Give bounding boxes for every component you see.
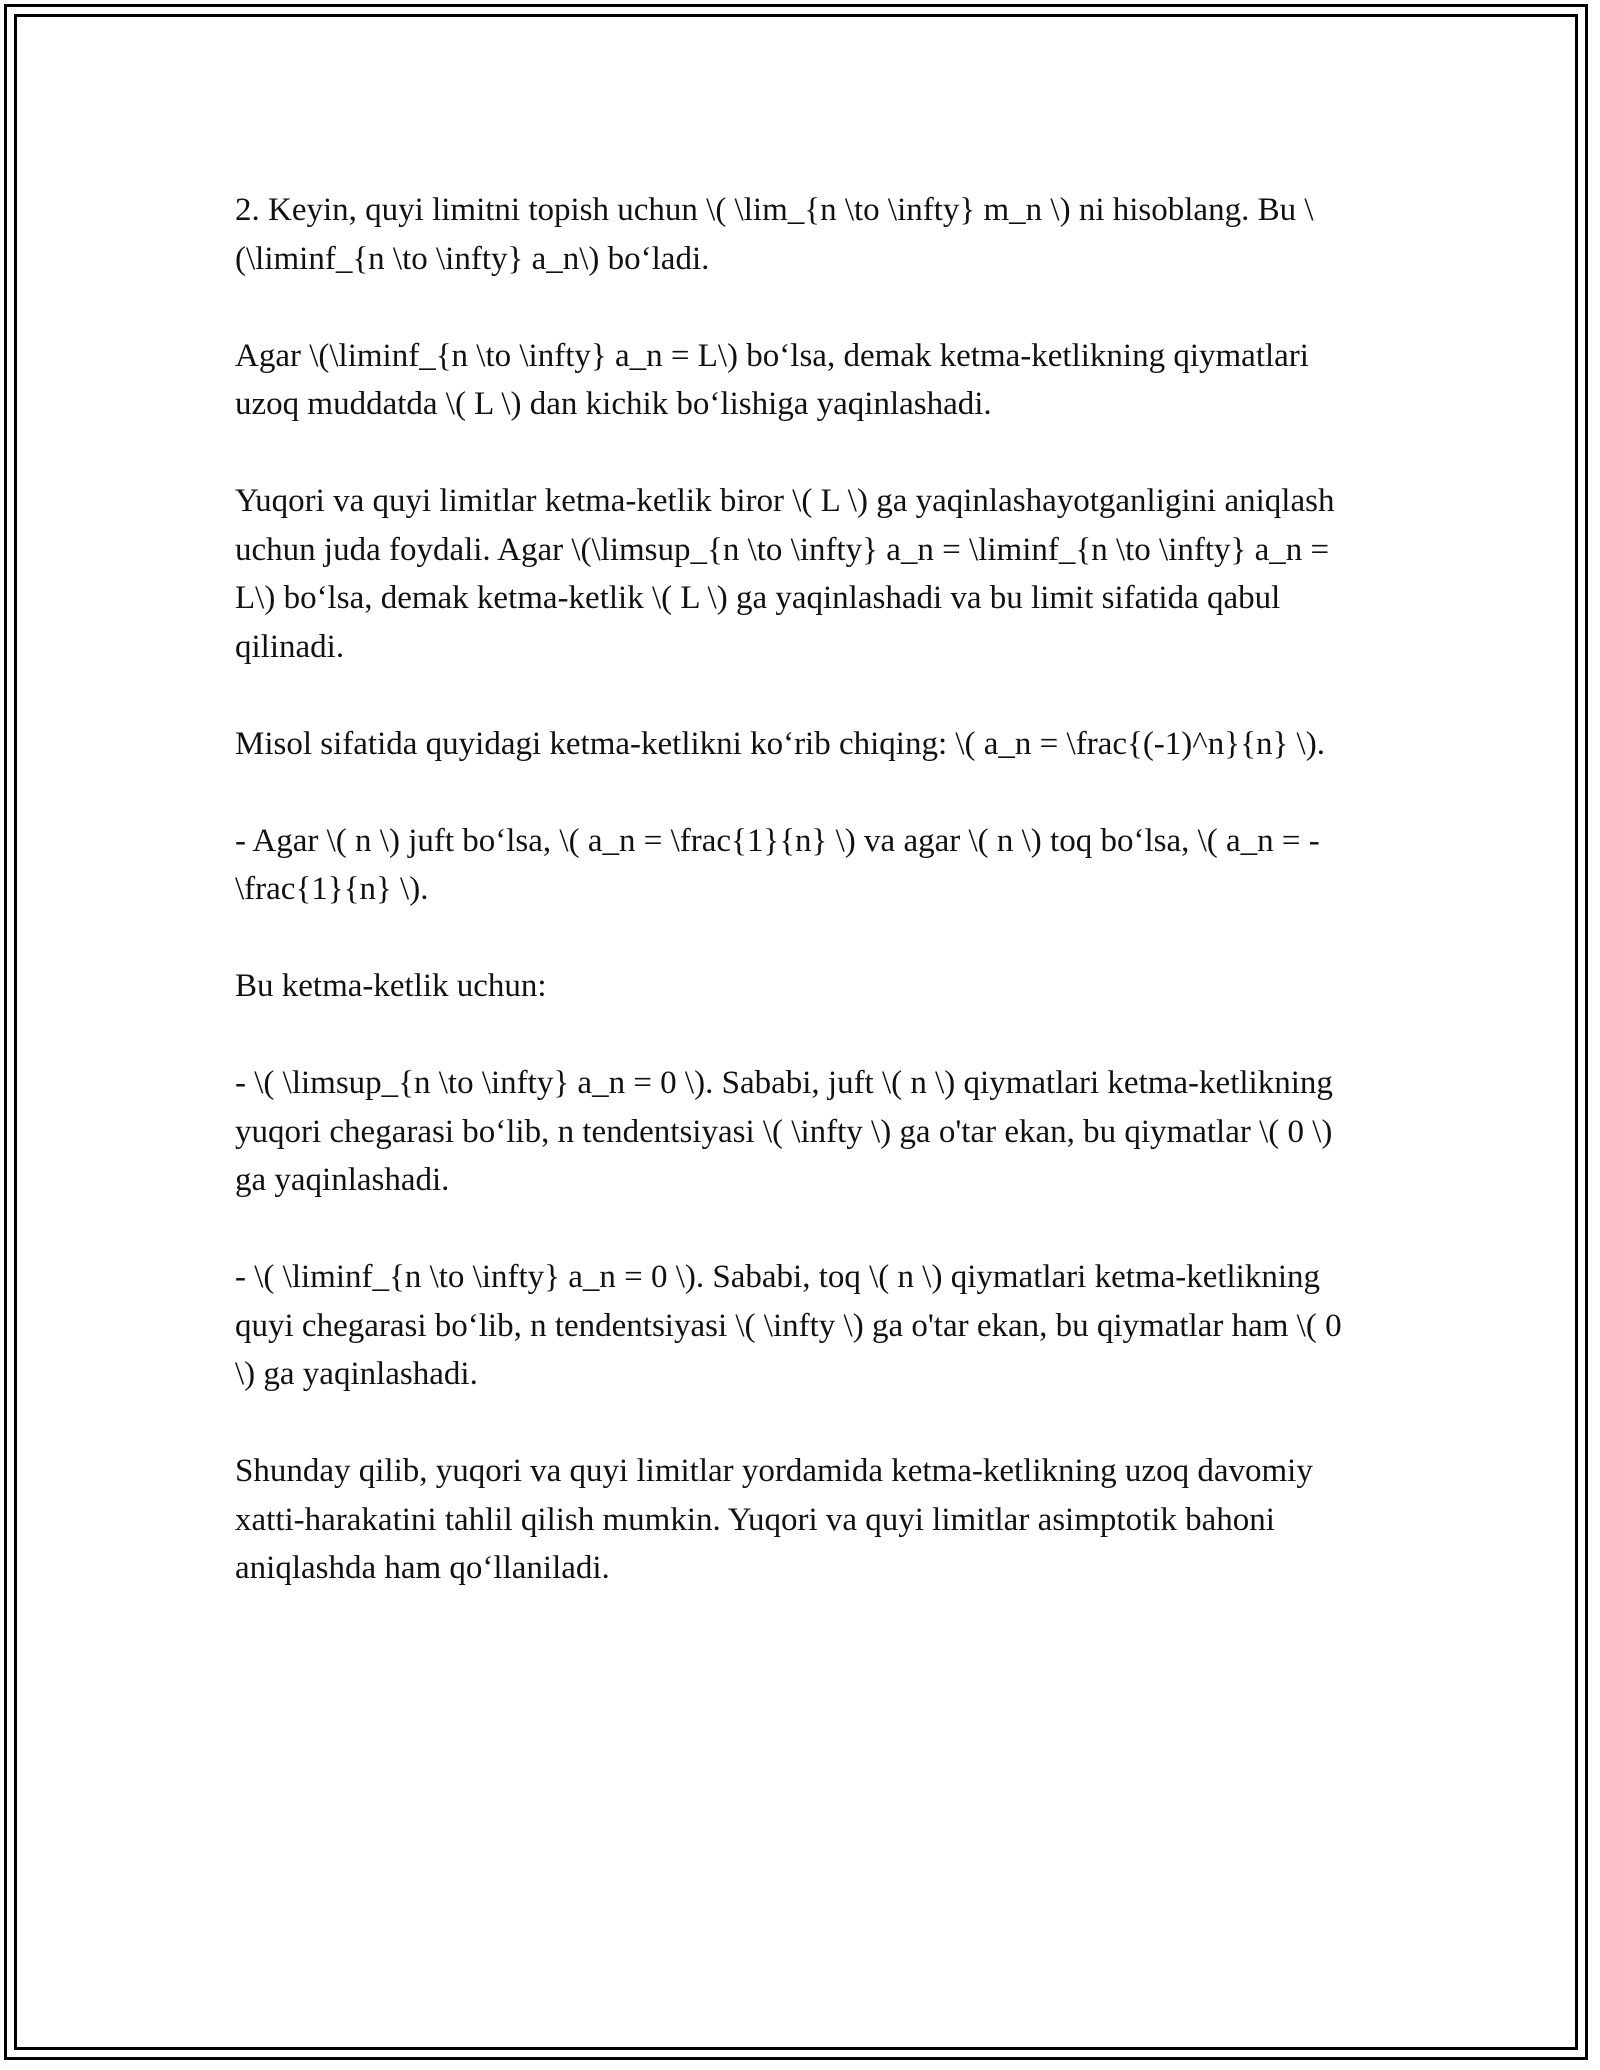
paragraph-limsup-result: - \( \limsup_{n \to \infty} a_n = 0 \). Sababi, juft \( n \) qiymatlari ketma-ketlikning yuqori chegarasi bo‘lib, n tendentsiyasi \( \infty \) ga o'tar ekan, bu qiymatlar \( 0 \) ga yaqinlashadi. bbox=[235, 1065, 1333, 1198]
document-body bbox=[235, 186, 1365, 1641]
paragraph-liminf-result: - \( \liminf_{n \to \infty} a_n = 0 \). Sababi, toq \( n \) qiymatlari ketma-ketlikning quyi chegarasi bo‘lib, n tendentsiyasi \( \infty \) ga o'tar ekan, bu qiymatlar ham \( 0 \) ga yaqinlashadi. bbox=[235, 1259, 1342, 1392]
paragraph-example-intro: Misol sifatida quyidagi ketma-ketlikni ko‘rib chiqing: \( a_n = \frac{(-1)^n}{n} \). bbox=[235, 725, 1325, 762]
paragraph-example-cases: - Agar \( n \) juft bo‘lsa, \( a_n = \frac{1}{n} \) va agar \( n \) toq bo‘lsa, \( a_n = -\frac{1}{n} \). bbox=[235, 822, 1320, 907]
paragraph-step-2: 2. Keyin, quyi limitni topish uchun \( \lim_{n \to \infty} m_n \) ni hisoblang. Bu \(\liminf_{n \to \infty} a_n\) bo‘ladi. bbox=[235, 192, 1314, 277]
paragraph-for-sequence: Bu ketma-ketlik uchun: bbox=[235, 968, 547, 1004]
paragraph-convergence-criterion: Yuqori va quyi limitlar ketma-ketlik biror \( L \) ga yaqinlashayotganligini aniqlash uchun juda foydali. Agar \(\limsup_{n \to \infty} a_n = \liminf_{n \to \infty} a_n = L\) bo‘lsa, demak ketma-ketlik \( L \) ga yaqinlashadi va bu limit sifatida qabul qilinadi. bbox=[235, 483, 1335, 665]
paragraph-liminf-meaning: Agar \(\liminf_{n \to \infty} a_n = L\) bo‘lsa, demak ketma-ketlikning qiymatlari uzoq muddatda \( L \) dan kichik bo‘lishiga yaqinlashadi. bbox=[235, 337, 1309, 422]
paragraph-conclusion: Shunday qilib, yuqori va quyi limitlar yordamida ketma-ketlikning uzoq davomiy xatti-harakatini tahlil qilish mumkin. Yuqori va quyi limitlar asimptotik bahoni aniqlashda ham qo‘llaniladi. bbox=[235, 1453, 1313, 1586]
